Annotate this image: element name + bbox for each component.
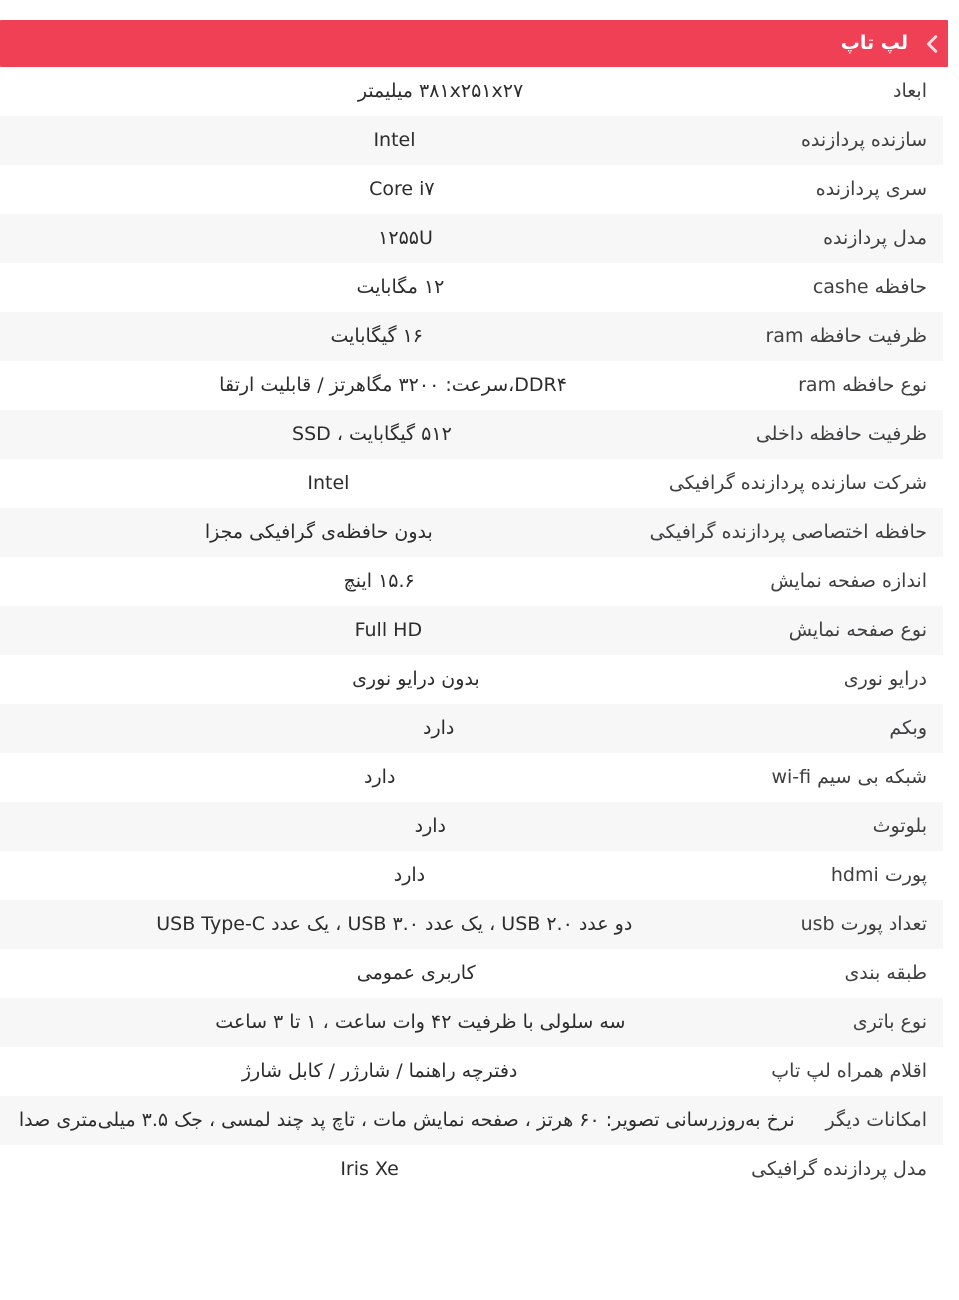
spec-label: نوع صفحه نمایش (788, 619, 927, 642)
spec-row (0, 508, 943, 557)
spec-label: ابعاد (893, 80, 927, 103)
spec-value: ۱۲۵۵U (378, 227, 433, 250)
spec-label: ظرفیت حافظه داخلی (755, 423, 927, 446)
spec-row (0, 410, 943, 459)
spec-row (0, 263, 943, 312)
spec-row (0, 1145, 943, 1194)
spec-row (0, 557, 943, 606)
spec-label: شرکت سازنده پردازنده گرافیکی (668, 472, 927, 495)
spec-label: طبقه بندی (844, 962, 927, 985)
spec-row (0, 655, 943, 704)
spec-row (0, 606, 943, 655)
spec-row (0, 753, 943, 802)
spec-label: سری پردازنده (815, 178, 927, 201)
spec-label: مدل پردازنده گرافیکی (751, 1158, 927, 1181)
spec-value: کاربری عمومی (356, 962, 476, 985)
spec-label: اقلام همراه لپ تاپ (771, 1060, 927, 1083)
back-chevron-icon[interactable] (918, 20, 948, 67)
spec-value: ۵۱۲ گیگابایت ، SSD (292, 423, 452, 446)
spec-label: اندازه صفحه نمایش (770, 570, 927, 593)
spec-label: سازنده پردازنده (800, 129, 927, 152)
spec-label: امکانات دیگر (825, 1109, 927, 1132)
spec-value: دارد (393, 864, 426, 887)
spec-row (0, 214, 943, 263)
spec-label: بلوتوث (872, 815, 927, 838)
spec-row (0, 165, 943, 214)
spec-value: دفترچه راهنما / شارژر / کابل شارژ (241, 1060, 518, 1083)
spec-value: Intel (373, 129, 416, 152)
spec-row (0, 1047, 943, 1096)
spec-row (0, 851, 943, 900)
spec-value: ۱۶ گیگابایت (330, 325, 424, 348)
spec-value: ۱۲ مگابایت (356, 276, 445, 299)
spec-row (0, 704, 943, 753)
spec-value: بدون حافظه‌ی گرافیکی مجزا (204, 521, 433, 544)
spec-row (0, 802, 943, 851)
spec-value: DDR۴،سرعت: ۳۲۰۰ مگاهرتز / قابلیت ارتقا (219, 374, 567, 397)
spec-row (0, 949, 943, 998)
spec-label: ظرفیت حافظه ram (765, 325, 927, 348)
spec-row (0, 67, 943, 116)
spec-label: پورت hdmi (830, 864, 927, 887)
spec-label: حافظه cashe (812, 276, 927, 299)
spec-value: Intel (307, 472, 350, 495)
spec-row (0, 312, 943, 361)
spec-label: شبکه بی سیم wi-fi (771, 766, 927, 789)
spec-label: نوع باتری (852, 1011, 927, 1034)
app-header (0, 20, 948, 67)
spec-row (0, 900, 943, 949)
spec-value: دارد (414, 815, 446, 838)
spec-value: بدون درایو نوری (352, 668, 480, 691)
spec-value: Full HD (354, 619, 423, 642)
spec-label: مدل پردازنده (823, 227, 927, 250)
spec-row (0, 361, 943, 410)
spec-label: درایو نوری (843, 668, 927, 691)
spec-value: سه سلولی با ظرفیت ۴۲ وات ساعت ، ۱ تا ۳ ساعت (215, 1011, 626, 1034)
spec-label: حافظه اختصاصی پردازنده گرافیکی (649, 521, 927, 544)
spec-row (0, 998, 943, 1047)
spec-value: نرخ به‌روزرسانی تصویر: ۶۰ هرتز ، صفحه نمایش مات ، تاچ پد چند لمسی ، جک ۳.۵ میلی‌متری صدا (18, 1109, 795, 1132)
spec-row (0, 1096, 943, 1145)
spec-label: نوع حافظه ram (798, 374, 927, 397)
spec-value: ۳۸۱x۲۵۱x۲۷ میلیمتر (357, 80, 524, 103)
spec-row (0, 459, 943, 508)
page-title: لپ تاپ (840, 32, 908, 54)
spec-label: وبکم (889, 717, 927, 740)
spec-value: دارد (423, 717, 455, 740)
spec-value: دو عدد USB ۲.۰ ، یک عدد USB ۳.۰ ، یک عدد USB Type-C (156, 913, 633, 936)
spec-value: Core i۷ (369, 178, 435, 201)
spec-value: ۱۵.۶ اینچ (343, 570, 415, 593)
spec-value: Iris Xe (340, 1158, 399, 1181)
spec-value: دارد (364, 766, 396, 789)
specs-table (0, 67, 943, 1194)
spec-label: تعداد پورت usb (800, 913, 927, 936)
spec-row (0, 116, 943, 165)
